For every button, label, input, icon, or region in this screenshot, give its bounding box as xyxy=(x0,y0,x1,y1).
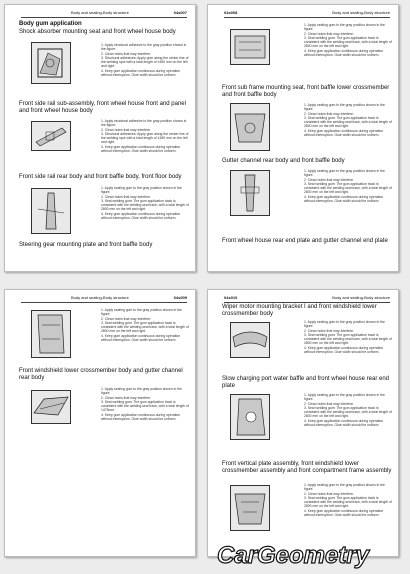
step: 2. Clean holes that may interfere. xyxy=(304,491,354,496)
step: 1. Apply sealing gum to the gray position shown in the figure. xyxy=(101,308,182,317)
step: 4. Keep gum application continuous during operation without interruption. Glue width should be uniform. xyxy=(304,345,384,354)
procedure-steps xyxy=(304,483,392,517)
step: 1. Apply sealing gum to the gray position shown in the figure. xyxy=(304,393,385,402)
procedure-steps xyxy=(304,23,392,57)
manual-page-3 xyxy=(4,289,196,557)
step: 1. Apply sealing gum to the gray position shown in the figure. xyxy=(304,23,385,32)
step: 1. Apply sealing gum to the gray position shown in the figure. xyxy=(304,103,385,112)
step: 2. Clean holes that may interfere. xyxy=(101,127,151,132)
step: 4. Keep gum application continuous during operation without interruption. Glue width should be uniform. xyxy=(101,412,181,421)
procedure-steps xyxy=(304,103,392,137)
step: 2. Clean holes that may interfere. xyxy=(101,51,151,56)
step: 3. Seal welding gum: The gum application track is consistent with the welding seal track, with a total length of 2800 mm on the left and right. xyxy=(304,36,392,49)
section-title: Shock absorber mounting seat and front wheel house body xyxy=(19,29,176,35)
figure-shock-absorber-seat xyxy=(31,42,71,84)
step: 2. Clean holes that may interfere. xyxy=(304,111,354,116)
figure-wiper-bracket xyxy=(230,322,270,358)
step: 3. Seal welding gum: The gum application track is consistent with the welding seal track, with a total length of 2800 mm on the left and right. xyxy=(304,116,392,129)
header-title: Body and sealing-Body structure xyxy=(332,295,390,300)
step: 3. Seal welding gum: The gum application track is consistent with the welding seal track, with a total length of 2800 mm on the left and right. xyxy=(304,182,392,195)
page-number: 04s009 xyxy=(173,295,187,300)
step: 4. Keep gum application continuous during operation without interruption. Glue width should be uniform. xyxy=(304,194,384,203)
section-title: Front windshield lower crossmember body and gutter channel rear body xyxy=(19,368,183,381)
step: 3. Seal welding gum: The gum application track is consistent with the welding seal track, with a total length of 2800 mm on the left and right. xyxy=(304,333,392,346)
figure-windshield-crossmember xyxy=(31,390,71,424)
step: 2. Clean holes that may interfere. xyxy=(304,401,354,406)
procedure-steps xyxy=(101,119,189,153)
step: 4. Keep gum application continuous during operation without interruption. Glue width should be uniform. xyxy=(101,68,181,77)
header-title: Body and sealing-Body structure xyxy=(71,10,129,15)
step: 3. Seal welding gum: The gum application track is consistent with the welding seal track, with a total length of 2800 mm on the left and right. xyxy=(101,199,189,212)
step: 3. Structural adhesives: Apply gum along the center line of the welding spot with a total length of 1480 mm on the left and right. xyxy=(101,132,189,145)
step: 1. Apply sealing gum to the gray position shown in the figure. xyxy=(101,186,182,195)
section-title: Gutter channel rear body and front baffle body xyxy=(222,158,345,164)
step: 2. Clean holes that may interfere. xyxy=(304,177,354,182)
step: 1. Apply sealing gum to the gray position shown in the figure. xyxy=(304,320,385,329)
step: 2. Clean holes that may interfere. xyxy=(101,316,151,321)
step: 1. Apply sealing gum to the gray position shown in the figure. xyxy=(101,387,182,396)
figure-wheel-house-end-plate xyxy=(31,310,71,358)
step: 4. Keep gum application continuous during operation without interruption. Glue width should be uniform. xyxy=(101,211,181,220)
page-number: 04s008 xyxy=(224,10,238,15)
cargeometry-watermark-logo xyxy=(180,540,406,570)
page-number: 04s010 xyxy=(224,295,238,300)
procedure-steps xyxy=(101,43,189,77)
section-title: Front sub frame mounting seat, front baffle lower crossmember and front baffle body xyxy=(222,85,390,98)
section-title: Front side rail rear body and front baffle body, front floor body xyxy=(19,174,182,180)
section-heading: Body gum application xyxy=(19,21,82,27)
step: 4. Keep gum application continuous during operation without interruption. Glue width should be uniform. xyxy=(304,418,384,427)
page-header xyxy=(21,9,187,18)
step: 4. Keep gum application continuous during operation without interruption. Glue width should be uniform. xyxy=(101,333,181,342)
section-title: Front side rail sub-assembly, front wheel house front and panel and front wheel house body xyxy=(19,101,186,114)
step: 3. Seal welding gum: The gum application track is consistent with the welding seal track, with a total length of 1475mm. xyxy=(101,400,189,413)
step: 4. Keep gum application continuous during operation without interruption. Glue width should be uniform. xyxy=(304,128,384,137)
step: 4. Keep gum application continuous during operation without interruption. Glue width should be uniform. xyxy=(101,144,181,153)
page-header xyxy=(224,9,390,18)
page-header xyxy=(21,294,187,303)
section-title: Steering gear mounting plate and front baffle body xyxy=(19,242,153,248)
step: 3. Seal welding gum: The gum application track is consistent with the welding seal track, with a total length of 2800 mm on the left and right. xyxy=(101,321,189,334)
section-title: Front vertical plate assembly, front windshield lower crossmember assembly and front compartment frame assembly xyxy=(222,461,392,474)
section-title: Wiper motor mounting bracket I and front windshield lower crossmember body xyxy=(222,304,377,317)
step: 2. Clean holes that may interfere. xyxy=(101,194,151,199)
procedure-steps xyxy=(101,387,189,421)
figure-steering-gear-plate xyxy=(230,29,270,65)
manual-page-4 xyxy=(207,289,399,557)
section-title: Slow charging port water baffle and front wheel house rear end plate xyxy=(222,376,389,389)
figure-side-rail-rear xyxy=(31,188,71,234)
step: 4. Keep gum application continuous during operation without interruption. Glue width should be uniform. xyxy=(304,48,384,57)
figure-front-side-rail xyxy=(31,121,71,151)
step: 4. Keep gum application continuous during operation without interruption. Glue width should be uniform. xyxy=(304,508,384,517)
header-title: Body and sealing-Body structure xyxy=(71,295,129,300)
step: 2. Clean holes that may interfere. xyxy=(101,395,151,400)
section-title: Front wheel house rear end plate and gutter channel end plate xyxy=(222,238,388,244)
step: 1. Apply structural adhesive to the gray position shown in the figure. xyxy=(101,119,187,128)
procedure-steps xyxy=(304,393,392,427)
watermark-text: CarGeometry xyxy=(216,542,370,569)
figure-charging-port-baffle xyxy=(230,394,270,440)
header-title: Body and sealing-Body structure xyxy=(332,10,390,15)
procedure-steps xyxy=(304,320,392,354)
step: 2. Clean holes that may interfere. xyxy=(304,31,354,36)
step: 3. Seal welding gum: The gum application track is consistent with the welding seal track, with a total length of 2800 mm on the left and right. xyxy=(304,406,392,419)
figure-gutter-channel xyxy=(230,170,270,216)
step: 3. Seal welding gum: The gum application track is consistent with the welding seal track, with a total length of 2800 mm on the left and right. xyxy=(304,496,392,509)
step: 1. Apply sealing gum to the gray position shown in the figure. xyxy=(304,483,385,492)
page-number: 04s007 xyxy=(173,10,187,15)
figure-sub-frame-seat xyxy=(230,103,270,151)
figure-front-vertical-plate xyxy=(230,485,270,531)
page-header xyxy=(224,294,390,303)
manual-page-2 xyxy=(207,4,399,272)
manual-page-1 xyxy=(4,4,196,272)
step: 3. Structural adhesives: Apply gum along the center line of the welding spot with a total length of 1480 mm on the left and right. xyxy=(101,56,189,69)
step: 1. Apply structural adhesive to the gray position shown in the figure. xyxy=(101,43,187,52)
step: 2. Clean holes that may interfere. xyxy=(304,328,354,333)
step: 1. Apply sealing gum to the gray position shown in the figure. xyxy=(304,169,385,178)
procedure-steps xyxy=(304,169,392,203)
procedure-steps xyxy=(101,308,189,342)
procedure-steps xyxy=(101,186,189,220)
